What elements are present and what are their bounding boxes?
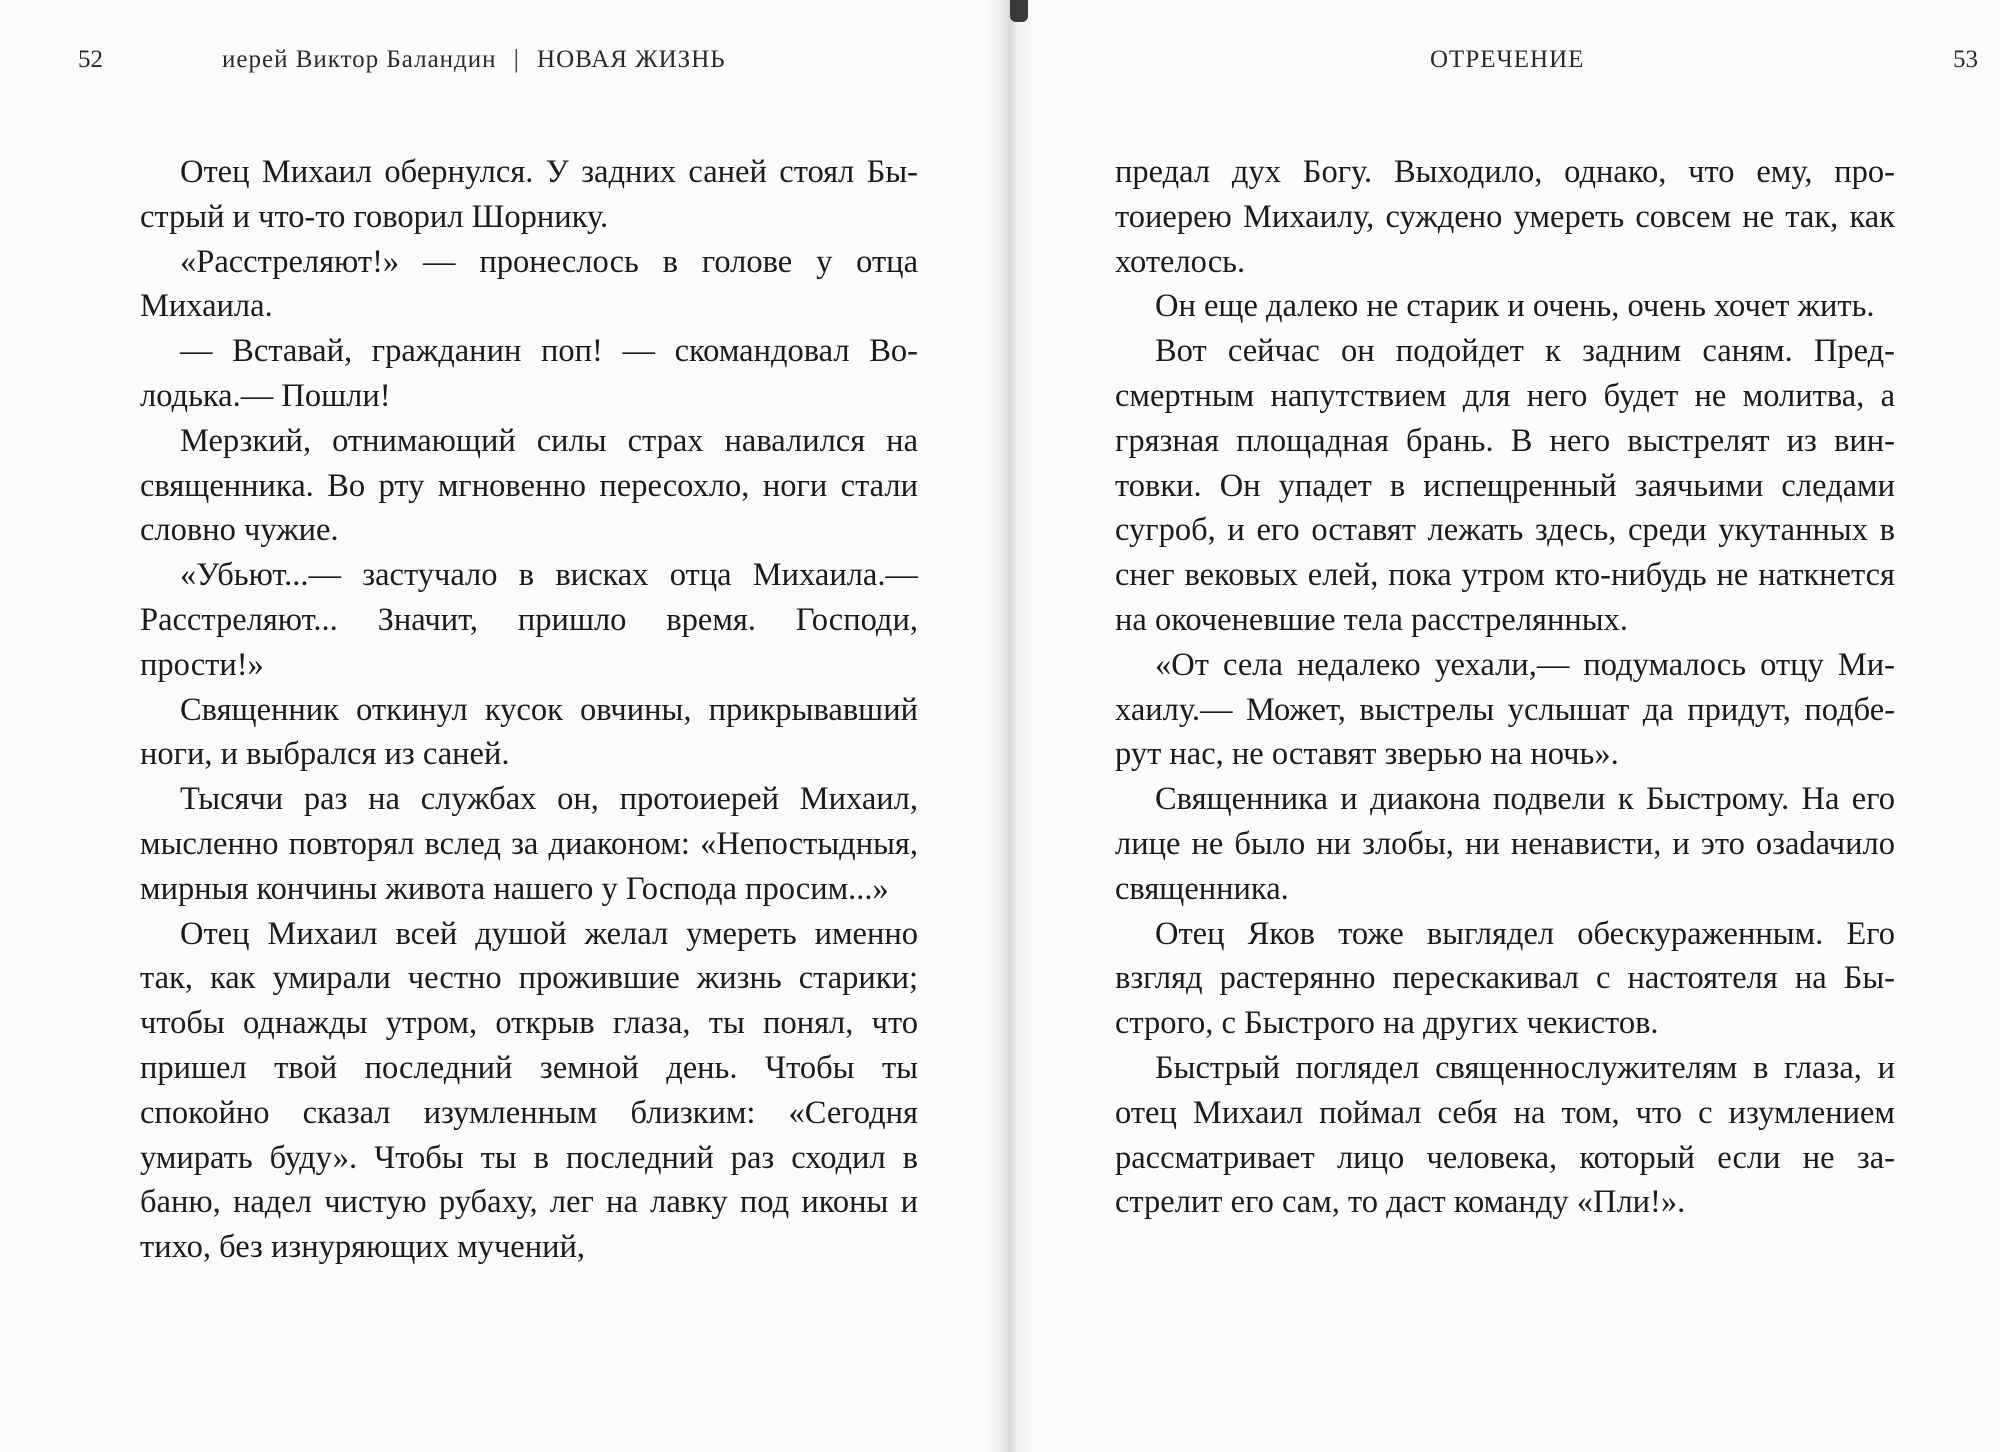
book-gutter-shadow [985,0,1035,1452]
binding-edge [1010,0,1028,22]
right-page-number: 53 [1953,46,1978,73]
paragraph: Отец Михаил всей душой желал умереть именно так, как умирали честно прожившие жизнь старики; чтобы однажды утром, открыв глаза, ты понял, что пришел твой последний земной день. Чтобы ты спокойно сказал изумленным близким: «Сегодня умирать буду». Чтобы ты в последний раз сходил в баню, надел чистую рубаху, лег на лавку под иконы и тихо, без изнуряющих мучений, [140,915,918,1266]
paragraph: предал дух Богу. Выходило, однако, что ему, протоиерею Михаилу, суждено умереть совсем не так, как хотелось. [1115,154,1895,280]
running-head-author: иерей Виктор Баландин [222,46,497,73]
right-body-text [1115,150,1895,1225]
paragraph: — Вставай, гражданин поп! — скомандовал Володька.— Пошли! [140,333,918,414]
paragraph: Священник откинул кусок овчины, прикрывавший ноги, и выбрался из саней. [140,691,918,773]
paragraph: Тысячи раз на службах он, протоиерей Михаил, мысленно повторял вслед за диаконом: «Непостыдныя, мирныя кончины живота нашего у Господа просим...» [140,781,918,907]
left-page-number: 52 [78,46,103,73]
paragraph: Отец Яков тоже выглядел обескураженным. Его взгляд растерянно перескакивал с настоятеля на Быстрого, с Быстрого на других чекистов. [1115,915,1895,1042]
paragraph: Вот сейчас он подойдет к задним саням. Предсмертным напутствием для него будет не молитва, а грязная площадная брань. В него выстрелят из винтовки. Он упадет в испещренный заячьими следами сугроб, и его оставят лежать здесь, среди укутанных в снег вековых елей, пока утром кто-нибудь не наткнется на окоченевшие тела расстрелянных. [1115,333,1895,638]
left-running-head [222,46,726,74]
running-head-book-title: НОВАЯ ЖИЗНЬ [537,46,726,73]
paragraph: Мерзкий, отнимающий силы страх навалился на священника. Во рту мгновенно пересохло, ноги стали словно чужие. [140,422,918,549]
paragraph: Он еще далеко не старик и очень, очень хочет жить. [1155,288,1875,325]
running-head-separator: | [513,46,520,73]
right-running-head: ОТРЕЧЕНИЕ [1430,46,1585,73]
left-body-text [140,150,918,1270]
paragraph: «От села недалеко уехали,— подумалось отцу Михаилу.— Может, выстрелы услышат да придут, подберут нас, не оставят зверью на ночь». [1115,646,1895,773]
paragraph: Быстрый поглядел священнослужителям в глаза, и отец Михаил поймал себя на том, что с изумлением рассматривает лицо человека, который если не застрелит его сам, то даст команду «Пли!». [1115,1049,1895,1221]
paragraph: Отец Михаил обернулся. У задних саней стоял Быстрый и что-то говорил Шорнику. [140,154,918,235]
right-page [1005,0,2000,1452]
paragraph: «Расстреляют!» — пронеслось в голове у отца Михаила. [140,243,918,325]
paragraph: Священника и диакона подвели к Быстрому. На его лице не было ни злобы, ни ненависти, и это озаdачило священника. [1115,781,1895,907]
paragraph: «Убьют...— застучало в висках отца Михаила.— Расстреляют... Значит, пришло время. Господи, прости!» [140,557,918,683]
